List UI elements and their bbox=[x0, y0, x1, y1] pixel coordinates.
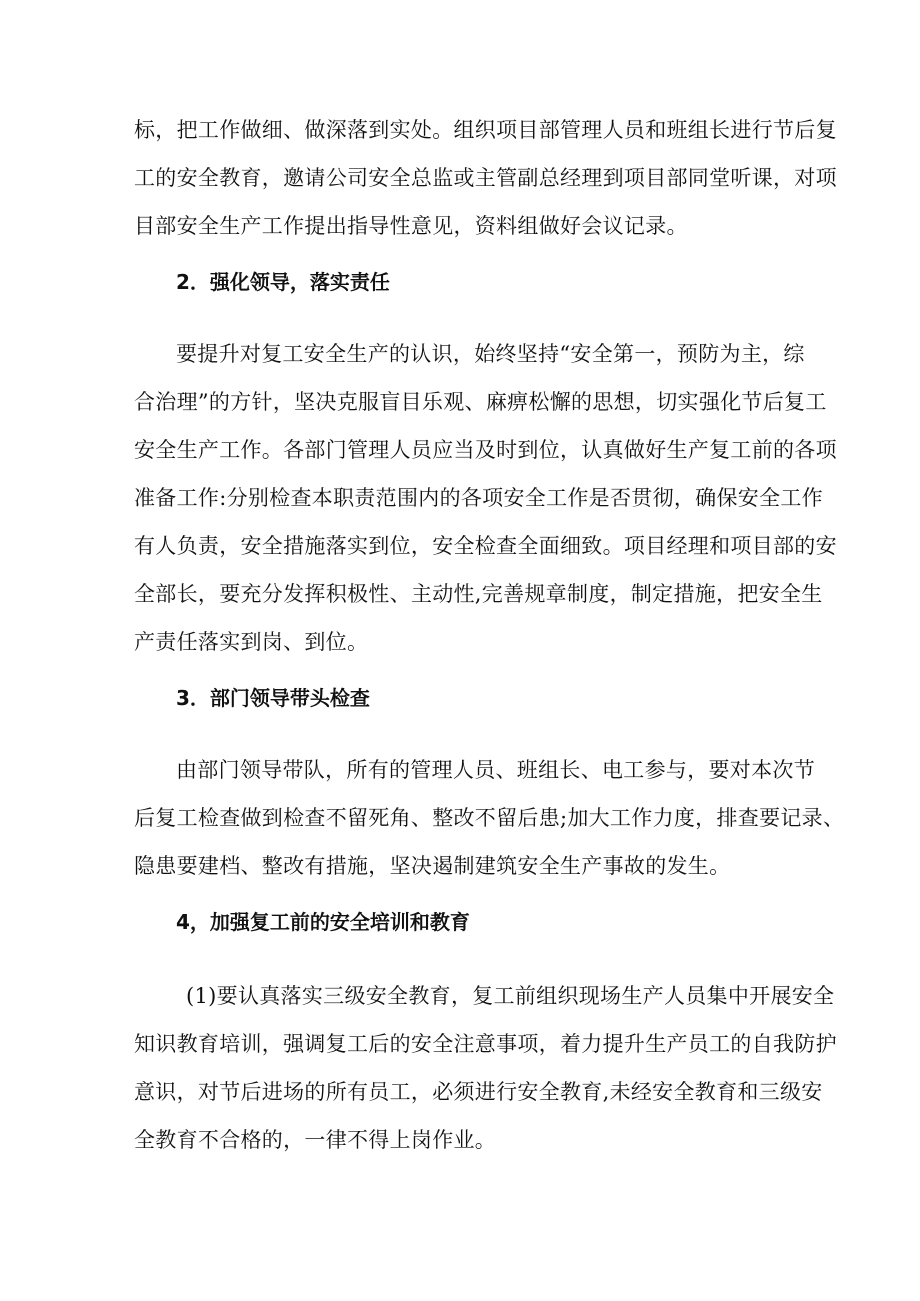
paragraph-line: 工的安全教育，邀请公司安全总监或主管副总经理到项目部同堂听课，对项 bbox=[134, 166, 837, 190]
paragraph-line: 标，把工作做细、做深落到实处。组织项目部管理人员和班组长进行节后复 bbox=[134, 118, 837, 142]
paragraph-line: 要提升对复工安全生产的认识，始终坚持“安全第一，预防为主，综 bbox=[176, 342, 805, 366]
paragraph-line: 安全生产工作。各部门管理人员应当及时到位，认真做好生产复工前的各项 bbox=[134, 438, 837, 462]
paragraph-line: 全部长，要充分发挥积极性、主动性,完善规章制度，制定措施，把安全生 bbox=[134, 582, 823, 606]
section-heading: 4，加强复工前的安全培训和教育 bbox=[176, 910, 470, 934]
paragraph-line: 合治理”的方针，坚决克服盲目乐观、麻痹松懈的思想，切实强化节后复工 bbox=[134, 390, 827, 414]
paragraph-line: 隐患要建档、整改有措施，坚决遏制建筑安全生产事故的发生。 bbox=[134, 854, 731, 878]
paragraph-line: 全教育不合格的，一律不得上岗作业。 bbox=[134, 1128, 497, 1152]
paragraph-line: 知识教育培训，强调复工后的安全注意事项，着力提升生产员工的自我防护 bbox=[134, 1032, 837, 1056]
paragraph-line: 意识，对节后进场的所有员工，必须进行安全教育,未经安全教育和三级安 bbox=[134, 1080, 823, 1104]
paragraph-line: 目部安全生产工作提出指导性意见，资料组做好会议记录。 bbox=[134, 214, 688, 238]
paragraph-line: 产责任落实到岗、到位。 bbox=[134, 630, 369, 654]
paragraph-line: 由部门领导带队，所有的管理人员、班组长、电工参与，要对本次节 bbox=[176, 758, 815, 782]
section-heading: 3．部门领导带头检查 bbox=[176, 686, 370, 710]
section-heading: 2．强化领导，落实责任 bbox=[176, 270, 390, 294]
paragraph-line: (1)要认真落实三级安全教育，复工前组织现场生产人员集中开展安全 bbox=[186, 984, 835, 1008]
paragraph-line: 后复工检查做到检查不留死角、整改不留后患;加大工作力度，排查要记录、 bbox=[134, 806, 845, 830]
paragraph-line: 有人负责，安全措施落实到位，安全检查全面细致。项目经理和项目部的安 bbox=[134, 534, 837, 558]
paragraph-line: 准备工作:分别检查本职责范围内的各项安全工作是否贯彻，确保安全工作 bbox=[134, 486, 823, 510]
